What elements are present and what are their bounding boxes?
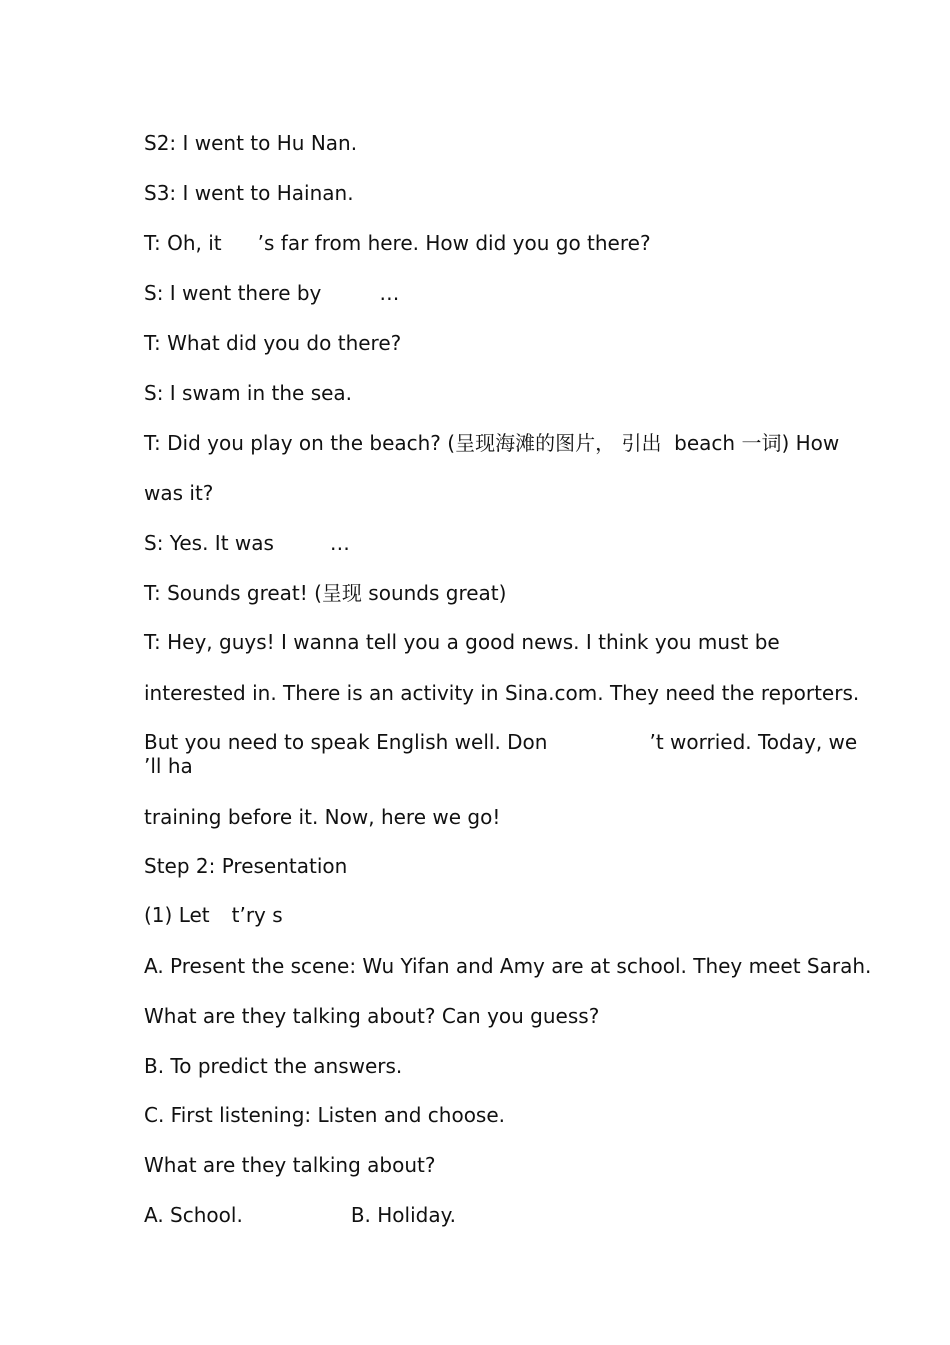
dialogue-line: S: I swam in the sea. bbox=[144, 381, 353, 405]
dialogue-line: C. First listening: Listen and choose. bbox=[144, 1103, 506, 1127]
text-segment: T: Oh, it bbox=[144, 231, 222, 255]
dialogue-line bbox=[144, 903, 283, 927]
dialogue-line: was it? bbox=[144, 481, 214, 505]
dialogue-line: T: Sounds great! (呈现 sounds great) bbox=[144, 581, 507, 605]
dialogue-line: B. To predict the answers. bbox=[144, 1054, 403, 1078]
dialogue-line bbox=[144, 730, 857, 754]
option-a: A. School. bbox=[144, 1203, 243, 1227]
dialogue-line: interested in. There is an activity in Sina.com. They need the reporters. bbox=[144, 681, 860, 705]
text-segment: S: Yes. It was bbox=[144, 531, 274, 555]
dialogue-line bbox=[144, 531, 350, 555]
text-segment: But you need to speak English well. Don bbox=[144, 730, 548, 754]
text-segment: … bbox=[329, 531, 350, 555]
dialogue-line: ’ll ha bbox=[144, 754, 193, 778]
text-segment: ’t worried. Today, we bbox=[649, 730, 858, 754]
dialogue-line: training before it. Now, here we go! bbox=[144, 805, 501, 829]
text-segment: ’s far from here. How did you go there? bbox=[257, 231, 651, 255]
text-segment: t’ry s bbox=[231, 903, 283, 927]
dialogue-line: What are they talking about? bbox=[144, 1153, 436, 1177]
option-b: B. Holiday. bbox=[350, 1203, 456, 1227]
dialogue-line bbox=[144, 231, 651, 255]
dialogue-line: T: Did you play on the beach? (呈现海滩的图片， 引出 beach 一词) How bbox=[144, 431, 840, 455]
answer-options bbox=[144, 1203, 456, 1227]
text-segment: (1) Let bbox=[144, 903, 210, 927]
dialogue-line bbox=[144, 281, 399, 305]
dialogue-line: S2: I went to Hu Nan. bbox=[144, 131, 358, 155]
section-heading: Step 2: Presentation bbox=[144, 854, 348, 878]
text-segment: … bbox=[379, 281, 400, 305]
dialogue-line: T: What did you do there? bbox=[144, 331, 402, 355]
dialogue-line: T: Hey, guys! I wanna tell you a good news. I think you must be bbox=[144, 630, 780, 654]
text-segment: S: I went there by bbox=[144, 281, 322, 305]
dialogue-line: S3: I went to Hainan. bbox=[144, 181, 354, 205]
dialogue-line: What are they talking about? Can you guess? bbox=[144, 1004, 600, 1028]
dialogue-line: A. Present the scene: Wu Yifan and Amy are at school. They meet Sarah. bbox=[144, 954, 872, 978]
